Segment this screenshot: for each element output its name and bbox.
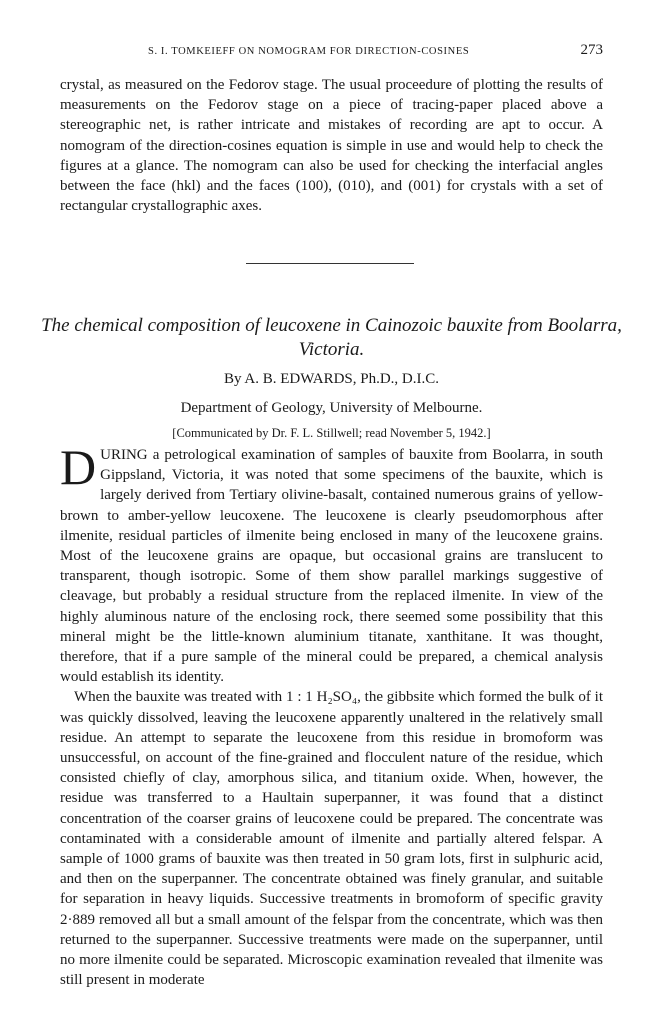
- body-paragraph-2: When the bauxite was treated with 1 : 1 H₂SO₄, the gibbsite which formed the bulk of it was quickly dissolved, leaving the leucoxene apparently unaltered in the relatively small residue. An attempt to separate the leucoxene from this residue in bromoform was unsuccessful, on account of the fine-grained and flocculent nature of the residue, which consisted chiefly of clay, amorphous silica, and titanium oxide. When, however, the residue was transferred to a Haultain superpanner, it was found that a distinct concentration of the coarser grains of leucoxene could be prepared. The concentrate was contaminated with a considerable amount of ilmenite and partially altered felspar. A sample of 1000 grams of bauxite was then treated in 50 gram lots, first in sulphuric acid, and then on the superpanner. The concentrate obtained was finely granular, and suitable for separation in heavy liquids. Successive treatments in bromoform of specific gravity 2·889 removed all but a small amount of the felspar from the concentrate, which was then returned to the superpanner. Successive treatments were made on the superpanner, until no more ilmenite could be separated. Microscopic examination revealed that ilmenite was still present in moderate: [60, 689, 603, 989]
- article-body: [60, 439, 603, 990]
- intro-paragraph: crystal, as measured on the Fedorov stage. The usual proceedure of plotting the results of measurements on the Fedorov stage on a piece of tracing-paper placed above a stereographic net, is rather intricate and mistakes of recording are apt to occur. A nomogram of the direction-cosines equation is simple in use and would help to check the figures at a glance. The nomogram can also be used for checking the interfacial angles between the face (hkl) and the faces (100), (010), and (001) for crystals with a set of rectangular crystallographic axes.: [60, 77, 603, 215]
- running-title: S. I. TOMKEIEFF ON NOMOGRAM FOR DIRECTION-COSINES: [148, 46, 470, 57]
- communicated-note: [Communicated by Dr. F. L. Stillwell; read November 5, 1942.]: [172, 426, 491, 440]
- page-number: 273: [580, 42, 603, 58]
- article-title: The chemical composition of leucoxene in Cainozoic bauxite from Boolarra, Victoria.: [41, 315, 622, 360]
- author-affiliation: Department of Geology, University of Melbourne.: [180, 400, 483, 416]
- drop-cap: D: [60, 439, 97, 495]
- author-byline: By A. B. EDWARDS, Ph.D., D.I.C.: [223, 371, 440, 387]
- body-paragraph-1: [60, 439, 603, 687]
- paragraph-1-text: URING a petrological examination of samples of bauxite from Boolarra, in south Gippsland, Victoria, it was noted that some specimens of the bauxite, which is largely derived from Tertiary olivine-basalt, contained numerous grains of yellow-brown to amber-yellow leucoxene. The leucoxene is clearly pseudomorphous after ilmenite, residual particles of ilmenite being enclosed in many of the leucoxene grains. Most of the leucoxene grains are opaque, but occasional grains are translucent to transparent, though isotropic. Some of them show parallel markings suggestive of cleavage, but probably a residual structure from the replaced ilmenite. In view of the highly aluminous nature of the enclosing rock, there seemed some possibility that this mineral might be the little-known aluminium titanate, xanthitane. It was thought, therefore, that if a pure sample of the mineral could be prepared, a chemical analysis would establish its identity.: [60, 447, 603, 686]
- running-header: [60, 42, 603, 64]
- section-divider: [246, 263, 414, 264]
